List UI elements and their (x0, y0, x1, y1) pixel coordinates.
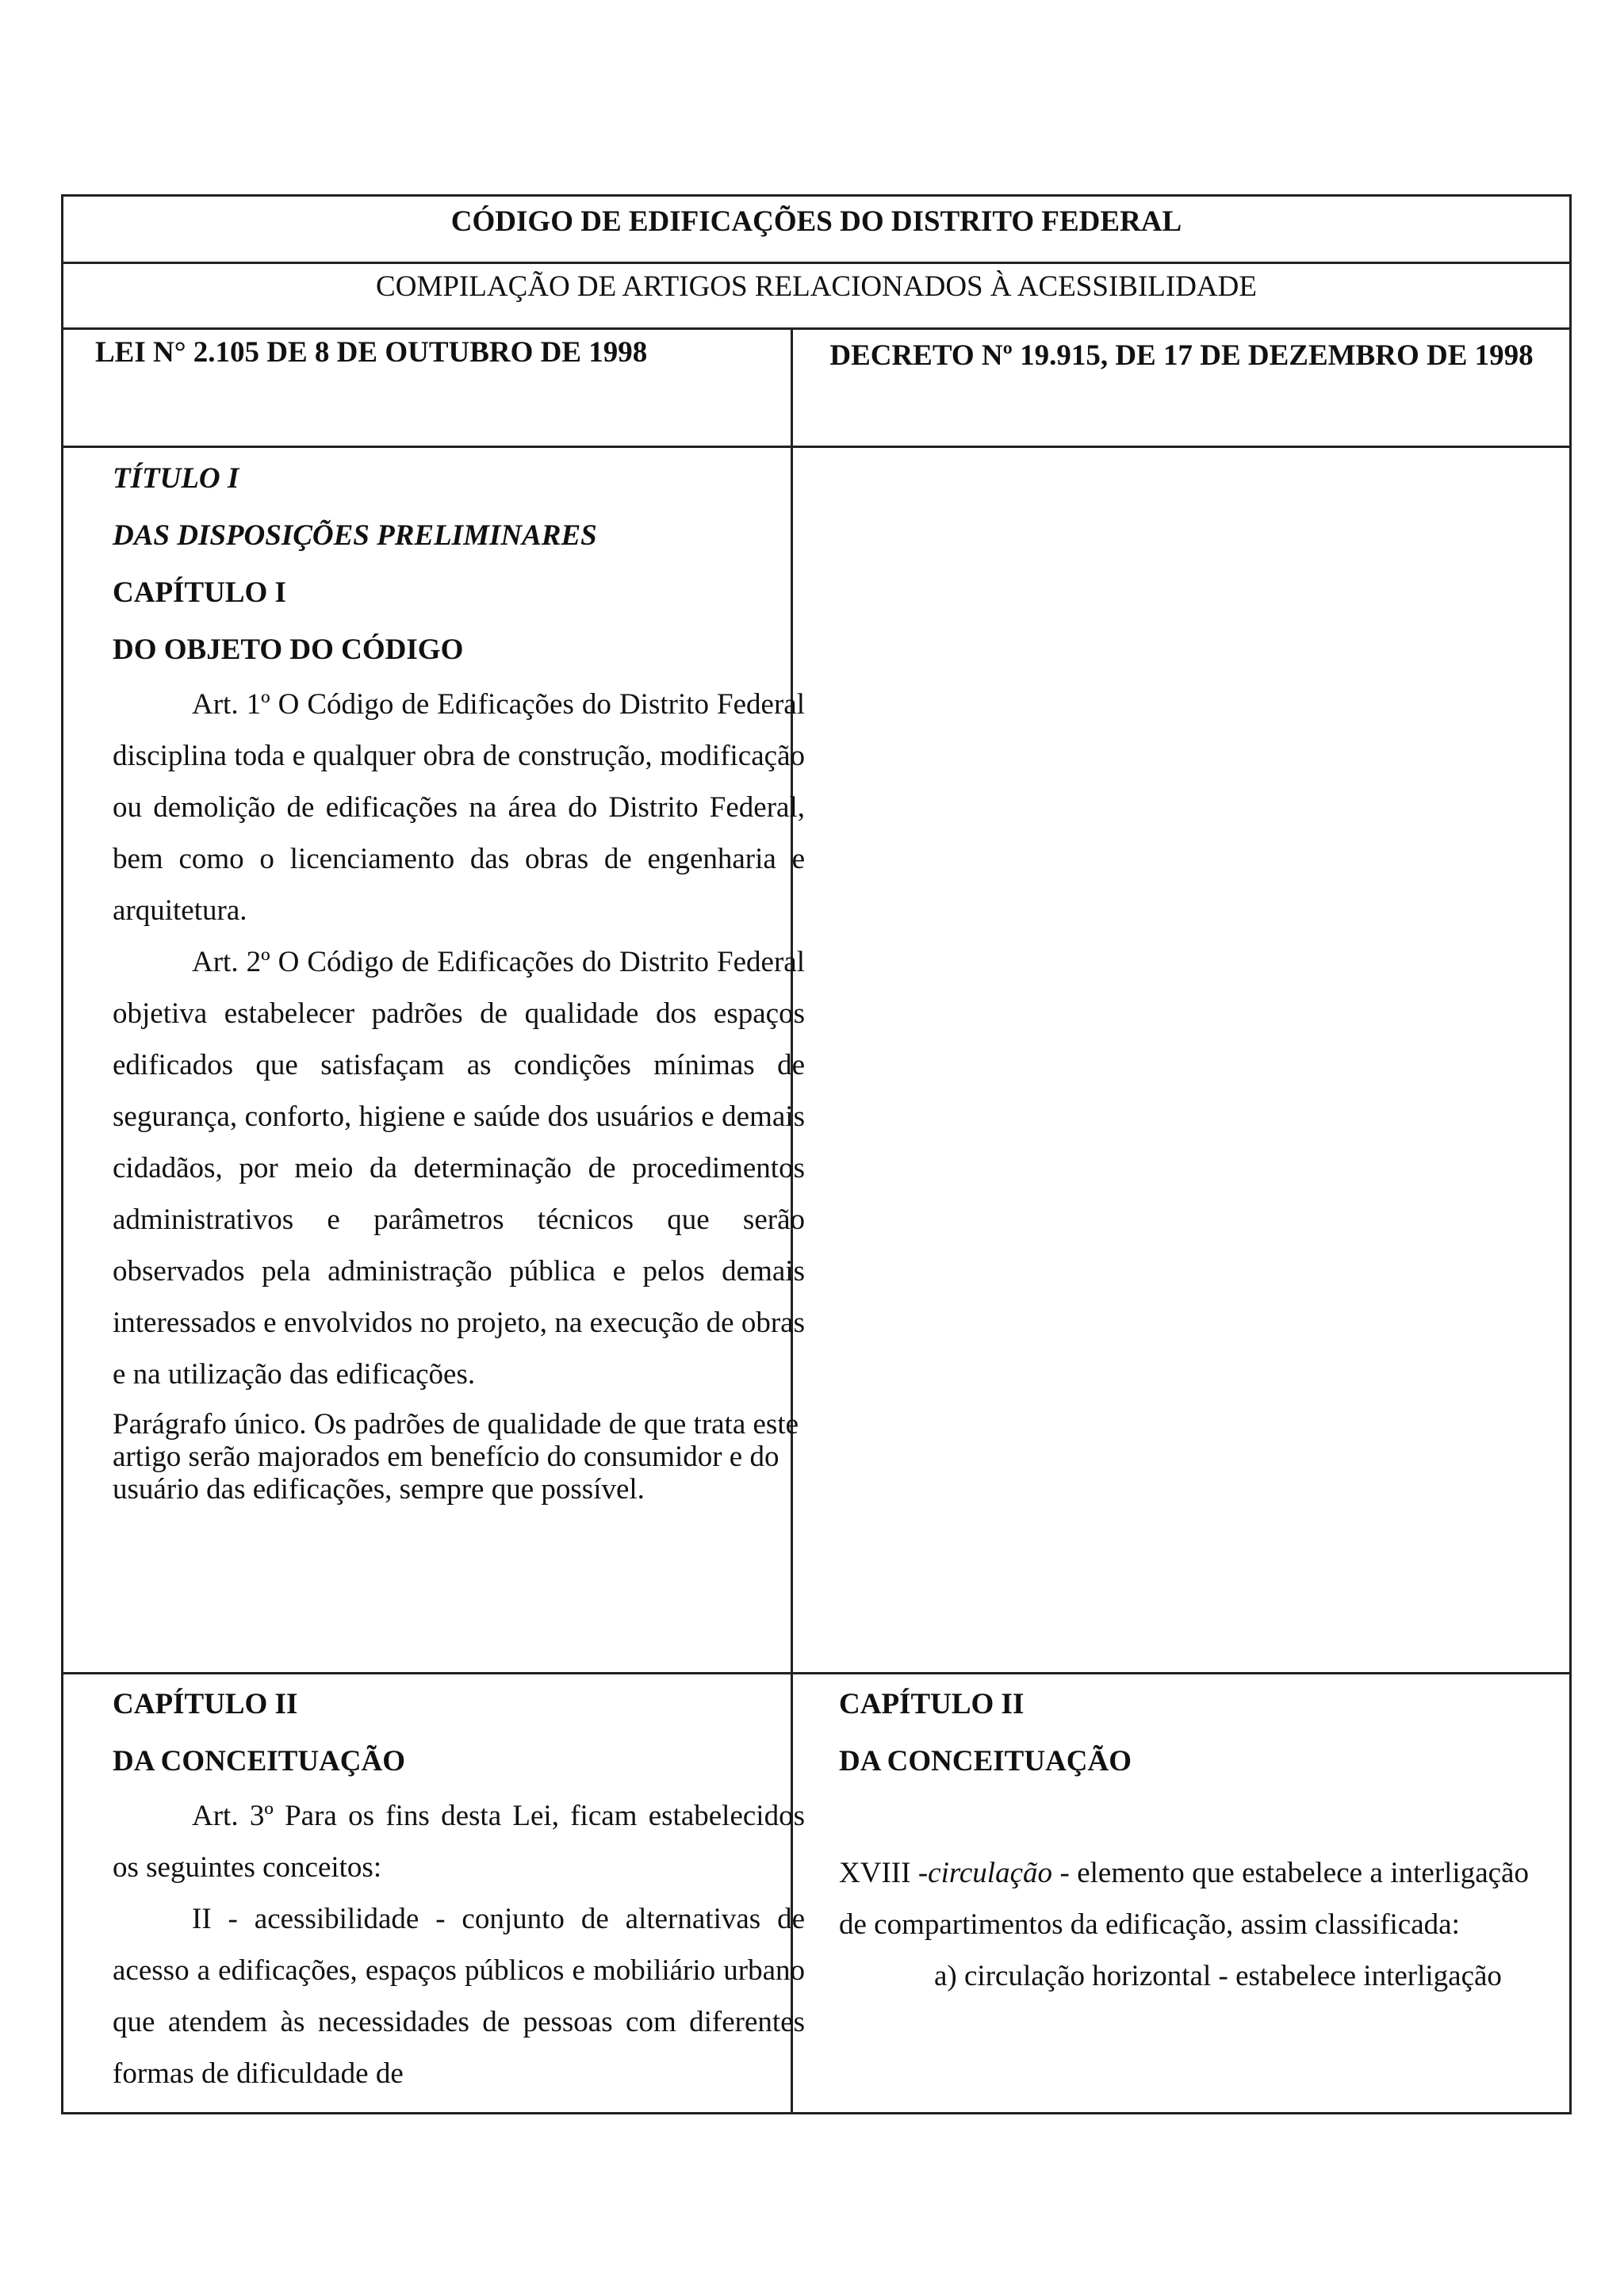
item-ii-acessibilidade: II - acessibilidade - conjunto de alternativas de acesso a edificações, espaços públicos e mobiliário urbano que atendem às necessidades de pessoas com diferentes formas de dificuldade de (113, 1903, 805, 2090)
article-3: Art. 3º Para os fins desta Lei, ficam estabelecidos os seguintes conceitos: (113, 1800, 805, 1884)
left-column-header: LEI N° 2.105 DE 8 DE OUTUBRO DE 1998 (95, 336, 648, 369)
document-subtitle: COMPILAÇÃO DE ARTIGOS RELACIONADOS À ACESSIBILIDADE (376, 270, 1257, 303)
capitulo-ii-heading-right: CAPÍTULO II (839, 1688, 1025, 1720)
section1-left (113, 450, 805, 1506)
titulo-name: DAS DISPOSIÇÕES PRELIMINARES (113, 519, 597, 552)
capitulo-ii-name-right: DA CONCEITUAÇÃO (839, 1745, 1132, 1777)
capitulo-heading: CAPÍTULO I (113, 576, 286, 609)
section2-left (113, 1676, 805, 2099)
paragrafo-unico: Parágrafo único. Os padrões de qualidade de que trata este artigo serão majorados em benefício do consumidor e do usuário das edificações, sempre que possível. (113, 1408, 799, 1506)
row-divider-title (63, 262, 1569, 264)
document-table (61, 194, 1572, 2114)
titulo-heading: TÍTULO I (113, 462, 239, 495)
row-divider-subtitle (63, 327, 1569, 330)
item-xviii-term: circulação (928, 1857, 1053, 1889)
section2-right (839, 1676, 1529, 2002)
item-xviii-rest: - elemento que estabelece a interligação de compartimentos da edificação, assim classificada: (839, 1857, 1529, 1941)
capitulo-ii-heading: CAPÍTULO II (113, 1688, 298, 1720)
spacer (839, 1790, 1529, 1847)
item-xviii-prefix: XVIII - (839, 1857, 929, 1889)
row-divider-headers (63, 446, 1569, 448)
article-1: Art. 1º O Código de Edificações do Distrito Federal disciplina toda e qualquer obra de construção, modificação ou demolição de edificações na área do Distrito Federal, bem como o licenciamento das obras de engenharia e arquitetura. (113, 688, 805, 927)
right-column-header: DECRETO Nº 19.915, DE 17 DE DEZEMBRO DE 1998 (829, 339, 1534, 372)
item-xviii-circulacao (839, 1847, 1529, 1950)
row-divider-section1 (63, 1672, 1569, 1674)
document-title: CÓDIGO DE EDIFICAÇÕES DO DISTRITO FEDERAL (450, 205, 1182, 238)
article-2: Art. 2º O Código de Edificações do Distrito Federal objetiva estabelecer padrões de qualidade dos espaços edificados que satisfaçam as condições mínimas de segurança, conforto, higiene e saúde dos usuários e demais cidadãos, por meio da determinação de procedimentos administrativos e parâmetros técnicos que serão observados pela administração pública e pelos demais interessados e envolvidos no projeto, na execução de obras e na utilização das edificações. (113, 946, 805, 1391)
item-xviii-a: a) circulação horizontal - estabelece interligação (934, 1960, 1502, 1992)
capitulo-ii-name: DA CONCEITUAÇÃO (113, 1745, 406, 1777)
capitulo-name: DO OBJETO DO CÓDIGO (113, 633, 464, 666)
